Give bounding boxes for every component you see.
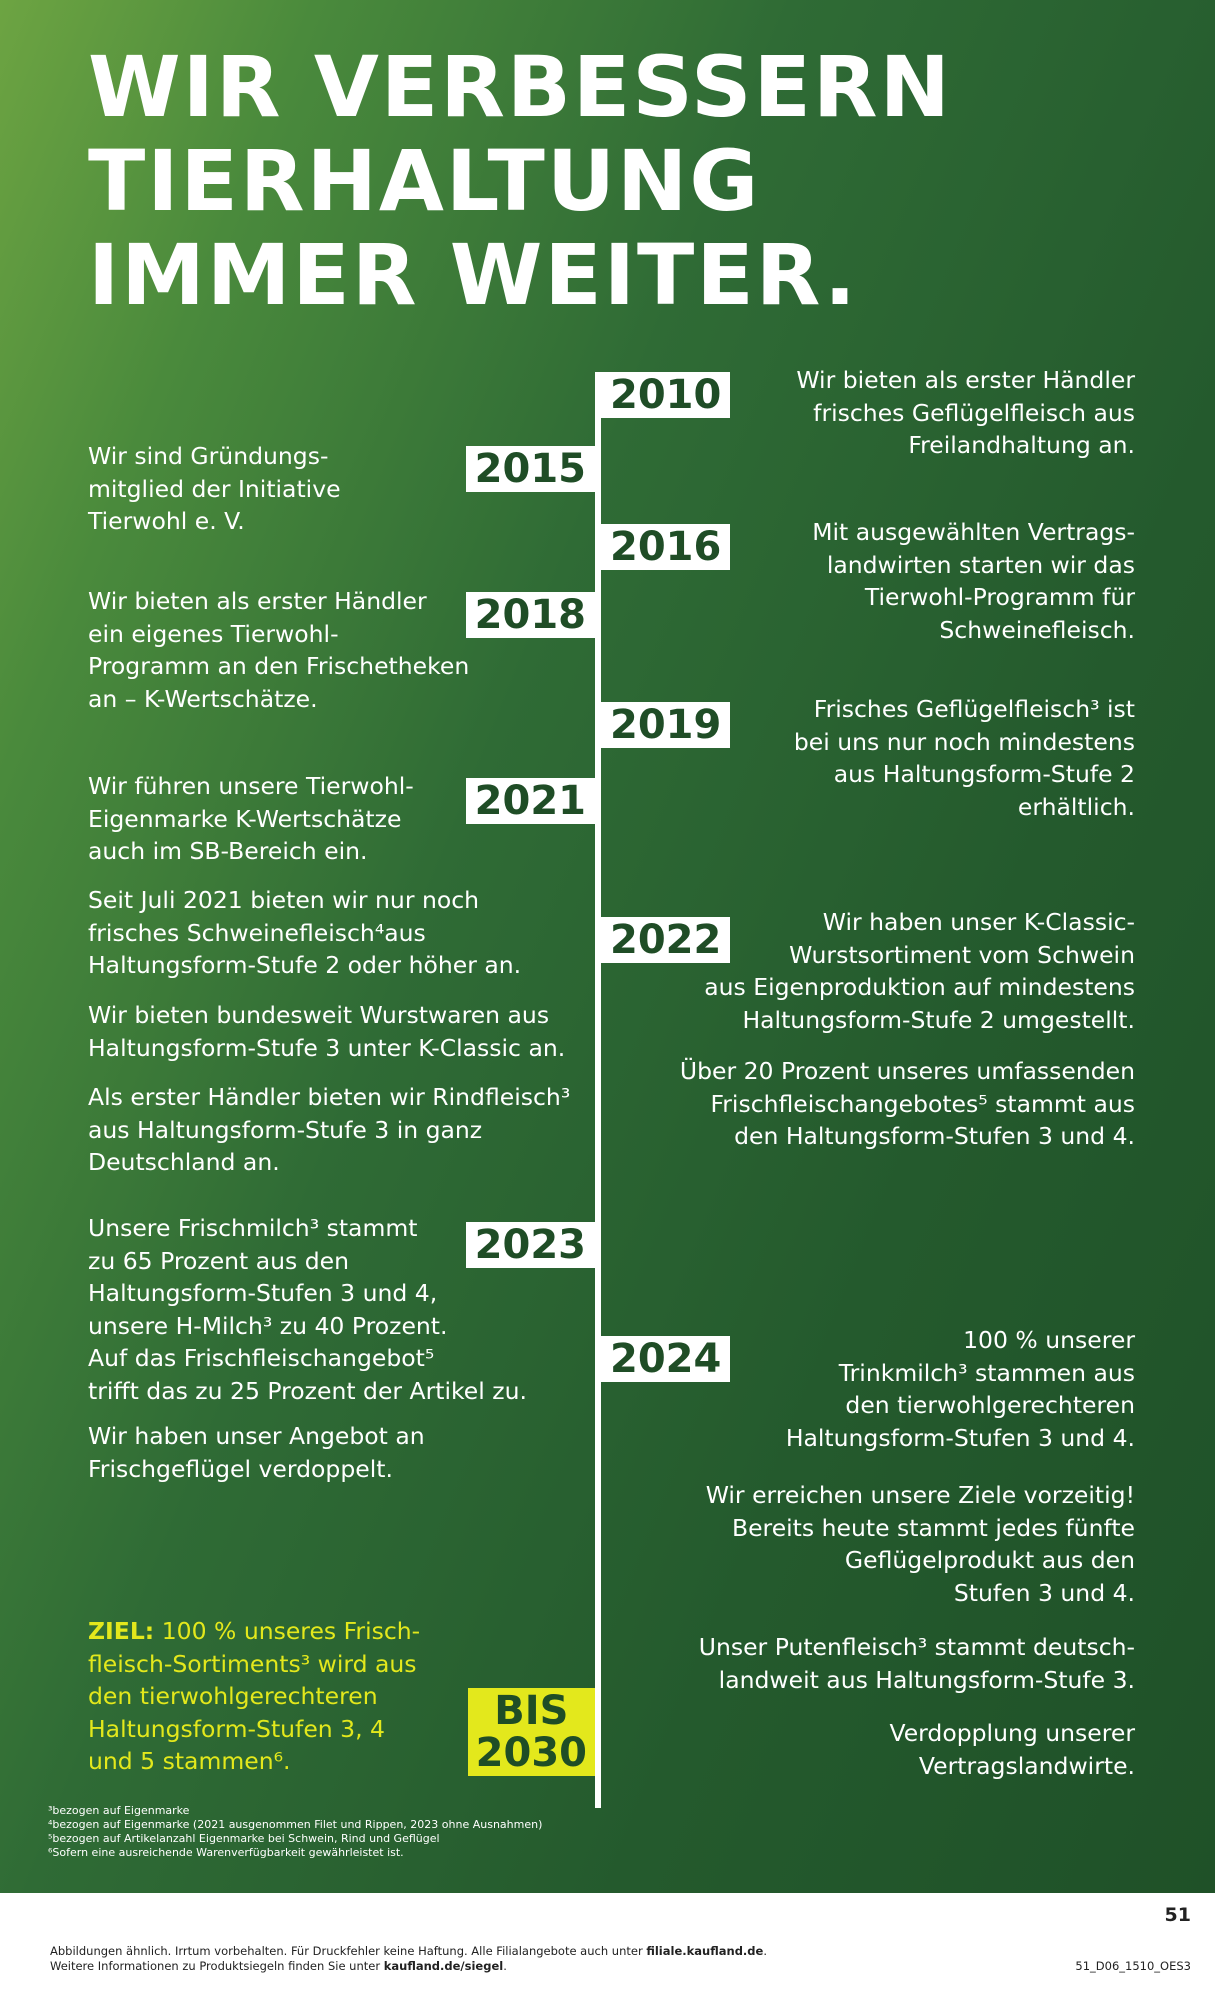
text-2019: Frisches Geflügelfleisch³ ist bei uns nur noch mindestens aus Haltungsform-Stufe 2 erhältlich. [793, 695, 1135, 821]
print-code: 51_D06_1510_OES3 [1075, 1959, 1191, 1973]
filiale-link[interactable]: filiale.kaufland.de [646, 1944, 764, 1958]
year-badge-2016: 2016 [601, 524, 730, 570]
text-2022-c: Über 20 Prozent unseres umfassenden Frischfleischangebotes⁵ stammt aus den Haltungsform-Stufen 3 und 4. [679, 1057, 1135, 1150]
year-badge-2022: 2022 [601, 917, 730, 963]
year-badge-2018: 2018 [466, 592, 595, 638]
text-2024-a: 100 % unserer Trinkmilch³ stammen aus den tierwohlgerechteren Haltungsform-Stufen 3 und 4. [785, 1326, 1135, 1452]
goal-badge-line-2: 2030 [475, 1730, 587, 1776]
text-2021-b: Seit Juli 2021 bieten wir nur noch frisches Schweinefleisch⁴aus Haltungsform-Stufe 2 oder höher an. [88, 886, 522, 979]
goal-label: ZIEL: [88, 1617, 155, 1645]
disclaimer-line-1-end: . [763, 1944, 767, 1958]
headline-line-2: TIERHALTUNG [88, 132, 761, 230]
page-number: 51 [1164, 1904, 1191, 1926]
year-badge-2010: 2010 [601, 372, 730, 418]
goal-body: 100 % unseres Frisch- fleisch-Sortiments³ wird aus den tierwohlgerechteren Haltungsform-Stufen 3, 4 und 5 stammen⁶. [88, 1617, 421, 1775]
footnotes [48, 1804, 542, 1860]
text-2022-a: Wir haben unser K-Classic- Wurstsortiment vom Schwein aus Eigenproduktion auf mindestens Haltungsform-Stufe 2 umgestellt. [704, 908, 1135, 1034]
year-badge-2023: 2023 [466, 1222, 595, 1268]
text-2023-b: Wir haben unser Angebot an Frischgeflügel verdoppelt. [88, 1422, 425, 1483]
text-2022-b: Wir bieten bundesweit Wurstwaren aus Haltungsform-Stufe 3 unter K-Classic an. [88, 1001, 566, 1062]
disclaimer-line-2 [50, 1959, 767, 1974]
text-2024-d: Verdopplung unserer Vertragslandwirte. [889, 1719, 1135, 1780]
goal-badge-line-1: BIS [494, 1688, 569, 1734]
text-2018: Wir bieten als erster Händler ein eigenes Tierwohl- Programm an den Frischetheken an – K-Wertschätze. [88, 587, 470, 713]
headline-line-3: IMMER WEITER. [88, 226, 858, 324]
disclaimer-line-1-text: Abbildungen ähnlich. Irrtum vorbehalten. Für Druckfehler keine Haftung. Alle Filialangebote auch unter [50, 1944, 647, 1958]
text-2023-a: Unsere Frischmilch³ stammt zu 65 Prozent aus den Haltungsform-Stufen 3 und 4, unsere H-Milch³ zu 40 Prozent. Auf das Frischfleischangebot⁵ trifft das zu 25 Prozent der Artikel zu. [88, 1214, 527, 1405]
text-2010: Wir bieten als erster Händler frisches Geflügelfleisch aus Freilandhaltung an. [796, 366, 1135, 459]
headline-line-1: WIR VERBESSERN [88, 38, 952, 136]
footnote-5: ⁵bezogen auf Artikelanzahl Eigenmarke bei Schwein, Rind und Geflügel [48, 1832, 440, 1845]
timeline-axis [595, 372, 601, 1808]
text-2022-d: Als erster Händler bieten wir Rindfleisch³ aus Haltungsform-Stufe 3 in ganz Deutschland an. [88, 1083, 571, 1176]
year-badge-2024: 2024 [601, 1336, 730, 1382]
footnote-4: ⁴bezogen auf Eigenmarke (2021 ausgenommen Filet und Rippen, 2023 ohne Ausnahmen) [48, 1818, 543, 1831]
disclaimer-line-2-end: . [503, 1959, 507, 1973]
year-badge-2019: 2019 [601, 702, 730, 748]
text-2015: Wir sind Gründungs- mitglied der Initiative Tierwohl e. V. [88, 442, 341, 535]
goal-text [88, 1615, 578, 1778]
disclaimer-line-2-text: Weitere Informationen zu Produktsiegeln finden Sie unter [50, 1959, 384, 1973]
disclaimer-line-1 [50, 1944, 767, 1959]
text-2021-a: Wir führen unsere Tierwohl- Eigenmarke K-Wertschätze auch im SB-Bereich ein. [88, 772, 414, 865]
footnote-3: ³bezogen auf Eigenmarke [48, 1804, 190, 1817]
text-2024-b: Wir erreichen unsere Ziele vorzeitig! Bereits heute stammt jedes fünfte Geflügelprodukt aus den Stufen 3 und 4. [705, 1481, 1135, 1607]
disclaimer [50, 1944, 767, 1974]
text-2016: Mit ausgewählten Vertrags- landwirten starten wir das Tierwohl-Programm für Schweinefleisch. [812, 518, 1135, 644]
siegel-link[interactable]: kaufland.de/siegel [383, 1959, 504, 1973]
headline [88, 40, 952, 322]
year-badge-2021: 2021 [466, 778, 595, 824]
footnote-6: ⁶Sofern eine ausreichende Warenverfügbarkeit gewährleistet ist. [48, 1846, 404, 1859]
year-badge-2015: 2015 [466, 446, 595, 492]
text-2024-c: Unser Putenfleisch³ stammt deutsch- landweit aus Haltungsform-Stufe 3. [698, 1633, 1135, 1694]
